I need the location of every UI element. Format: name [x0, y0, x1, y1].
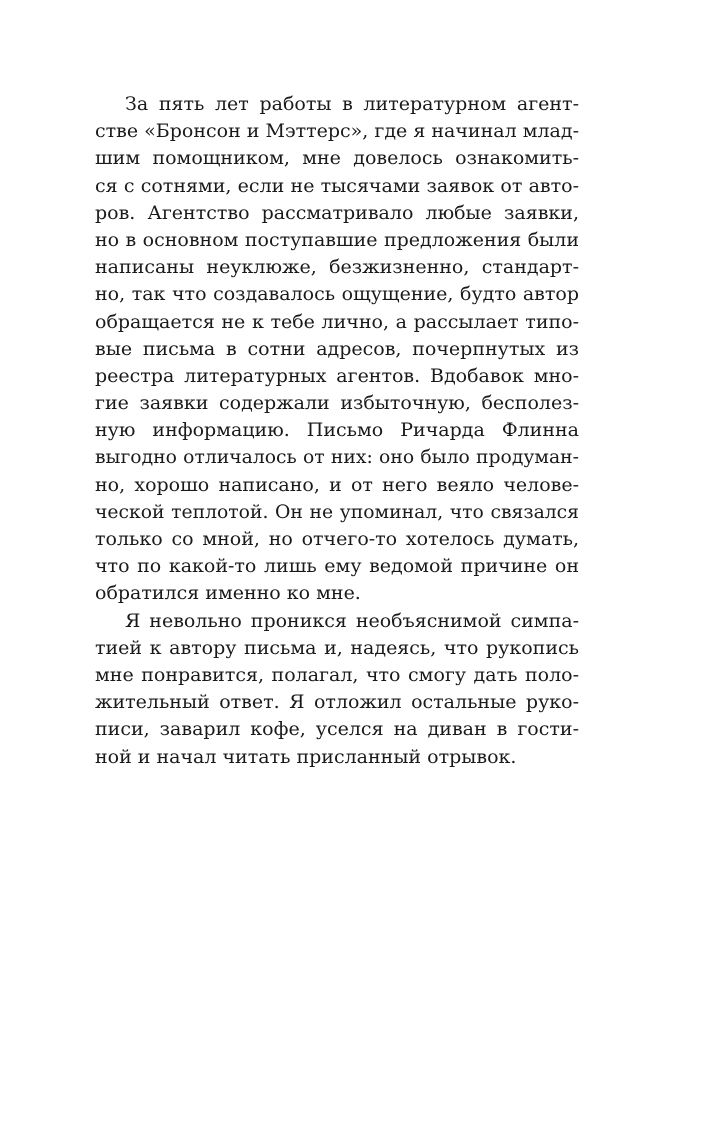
text-line: но, хорошо написано, и от него веяло челове-: [95, 473, 579, 496]
text-line: писи, заварил кофе, уселся на диван в гости-: [95, 718, 579, 741]
paragraph-2: [95, 608, 579, 771]
text-line: обратился именно ко мне.: [95, 582, 361, 605]
text-line: стве «Бронсон и Мэттерс», где я начинал млад-: [95, 120, 579, 143]
text-line: обращается не к тебе лично, а рассылает типо-: [95, 310, 579, 333]
text-line: ную информацию. Письмо Ричарда Флинна: [95, 419, 579, 442]
text-line: написаны неуклюже, безжизненно, стандарт-: [95, 256, 579, 279]
text-line: только со мной, но отчего-то хотелось думать,: [95, 528, 579, 550]
text-line: Я невольно проникся необъяснимой симпа-: [125, 609, 579, 632]
text-line: но, так что создавалось ощущение, будто автор: [95, 283, 579, 306]
text-line: ся с сотнями, если не тысячами заявок от авто-: [95, 174, 579, 197]
text-line: реестра литературных агентов. Вдобавок мно-: [95, 364, 579, 387]
text-line: вые письма в сотни адресов, почерпнутых из: [95, 337, 579, 360]
text-line: гие заявки содержали избыточную, бесполез-: [95, 392, 579, 415]
text-line: ров. Агентство рассматривало любые заявки,: [95, 201, 579, 224]
text-line: но в основном поступавшие предложения были: [95, 228, 579, 251]
paragraph-1: [95, 91, 579, 608]
text-line: За пять лет работы в литературном агент-: [125, 93, 579, 115]
text-line: мне понравится, полагал, что смогу дать поло-: [95, 663, 579, 686]
text-line: тией к автору письма и, надеясь, что рукопись: [95, 636, 579, 659]
text-line: выгодно отличалось от них: оно было продуман-: [95, 447, 579, 469]
body-text: [95, 91, 579, 771]
text-line: ной и начал читать присланный отрывок.: [95, 745, 517, 768]
text-line: шим помощником, мне довелось ознакомить-: [95, 147, 579, 170]
text-line: жительный ответ. Я отложил остальные руко-: [95, 691, 579, 714]
text-line: что по какой-то лишь ему ведомой причине он: [95, 555, 579, 578]
text-line: ческой теплотой. Он не упоминал, что связался: [95, 501, 579, 523]
